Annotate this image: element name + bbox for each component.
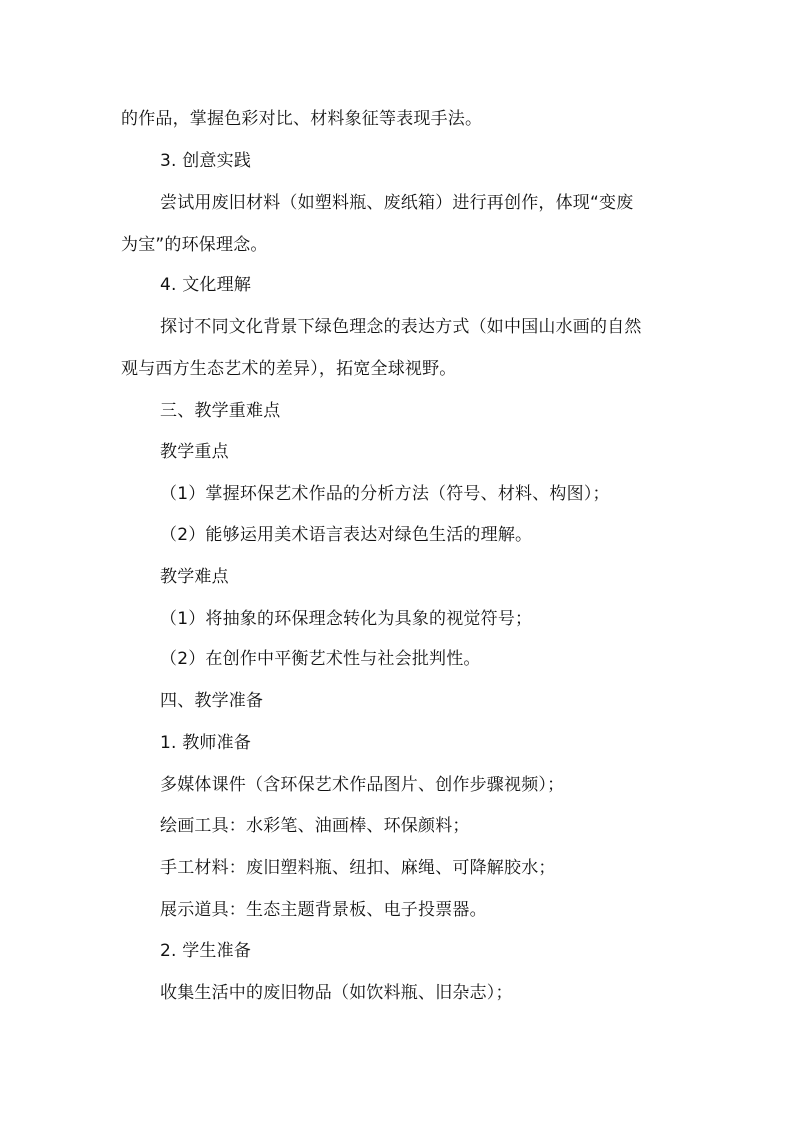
subheading-teaching-focus: 教学重点 xyxy=(160,442,229,462)
list-item: （1）掌握环保艺术作品的分析方法（符号、材料、构图）； xyxy=(160,484,610,504)
list-item: 展示道具：生态主题背景板、电子投票器。 xyxy=(160,900,487,920)
body-text-line: 尝试用废旧材料（如塑料瓶、废纸箱）进行再创作，体现“变废 xyxy=(160,193,634,213)
list-item: 手工材料：废旧塑料瓶、纽扣、麻绳、可降解胶水； xyxy=(160,858,556,878)
list-item: （2）在创作中平衡艺术性与社会批判性。 xyxy=(160,649,481,669)
body-text-line: 为宝”的环保理念。 xyxy=(121,235,268,255)
section-heading-creative-practice: 3. 创意实践 xyxy=(160,151,252,171)
body-text-line: 探讨不同文化背景下绿色理念的表达方式（如中国山水画的自然 xyxy=(160,317,642,337)
subheading-teacher-preparation: 1. 教师准备 xyxy=(160,733,252,753)
section-heading-cultural-understanding: 4. 文化理解 xyxy=(160,275,252,295)
section-heading-teaching-preparation: 四、教学准备 xyxy=(160,691,264,711)
subheading-teaching-difficulty: 教学难点 xyxy=(160,567,229,587)
list-item: 收集生活中的废旧物品（如饮料瓶、旧杂志）； xyxy=(160,983,513,1003)
list-item: （2）能够运用美术语言表达对绿色生活的理解。 xyxy=(160,525,533,545)
subheading-student-preparation: 2. 学生准备 xyxy=(160,941,252,961)
body-text-line: 观与西方生态艺术的差异），拓宽全球视野。 xyxy=(121,359,457,379)
section-heading-key-difficulties: 三、教学重难点 xyxy=(160,401,281,421)
list-item: 多媒体课件（含环保艺术作品图片、创作步骤视频）； xyxy=(160,775,565,795)
list-item: （1）将抽象的环保理念转化为具象的视觉符号； xyxy=(160,609,533,629)
body-text-line: 的作品，掌握色彩对比、材料象征等表现手法。 xyxy=(121,109,483,129)
list-item: 绘画工具：水彩笔、油画棒、环保颜料； xyxy=(160,816,470,836)
